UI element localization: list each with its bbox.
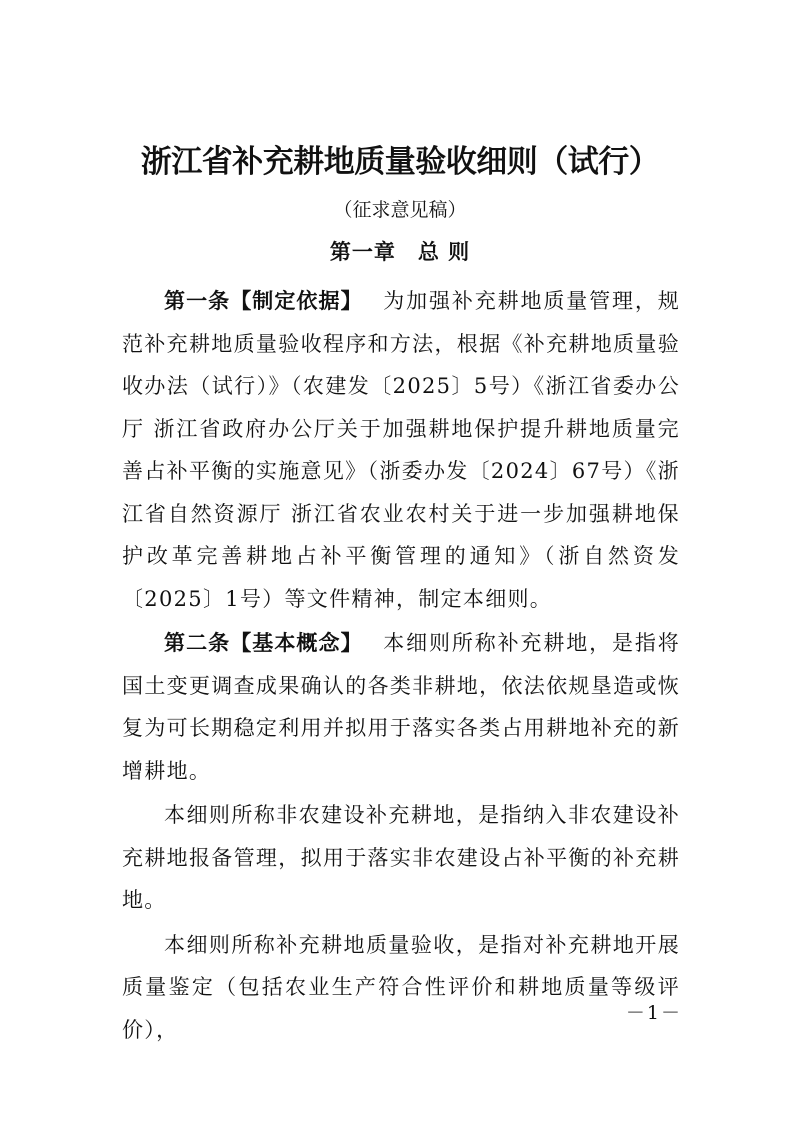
body-paragraph: 本细则所称补充耕地质量验收，是指对补充耕地开展质量鉴定（包括农业生产符合性评价和耕地质量等级评价）， xyxy=(122,932,680,1042)
document-body xyxy=(122,280,680,1051)
body-paragraph: 本细则所称非农建设补充耕地，是指纳入非农建设补充耕地报备管理，拟用于落实非农建设占补平衡的补充耕地。 xyxy=(122,803,680,912)
article-number: 第一条 xyxy=(164,289,231,313)
article-paragraph xyxy=(122,280,680,620)
page-number: －1－ xyxy=(625,1002,682,1024)
document-title: 浙江省补充耕地质量验收细则（试行） xyxy=(140,144,660,180)
chapter-name: 总 则 xyxy=(417,240,471,264)
article-heading: 【制定依据】 xyxy=(230,289,363,313)
article-number: 第二条 xyxy=(164,631,231,655)
article-text: 本细则所称补充耕地，是指将国土变更调查成果确认的各类非耕地，依法依规垦造或恢复为可长期稳定利用并拟用于落实各类占用耕地补充的新增耕地。 xyxy=(122,631,680,783)
chapter-number: 第一章 xyxy=(329,240,396,264)
chapter-heading xyxy=(0,236,800,268)
article-paragraph xyxy=(122,622,680,792)
article-text: 为加强补充耕地质量管理，规范补充耕地质量验收程序和方法，根据《补充耕地质量验收办法（试行）》（农建发〔2025〕5号）《浙江省委办公厅 浙江省政府办公厅关于加强耕地保护提升耕地质量完善占补平衡的实施意见》（浙委办发〔2024〕67号）《浙江省自然资源厅 浙江省农业农村关于进一步加强耕地保护改革完善耕地占补平衡管理的通知》（浙自然资发〔2025〕1号）等文件精神，制定本细则。 xyxy=(122,289,680,611)
document-subtitle: （征求意见稿） xyxy=(333,199,467,221)
article-heading: 【基本概念】 xyxy=(230,631,363,655)
